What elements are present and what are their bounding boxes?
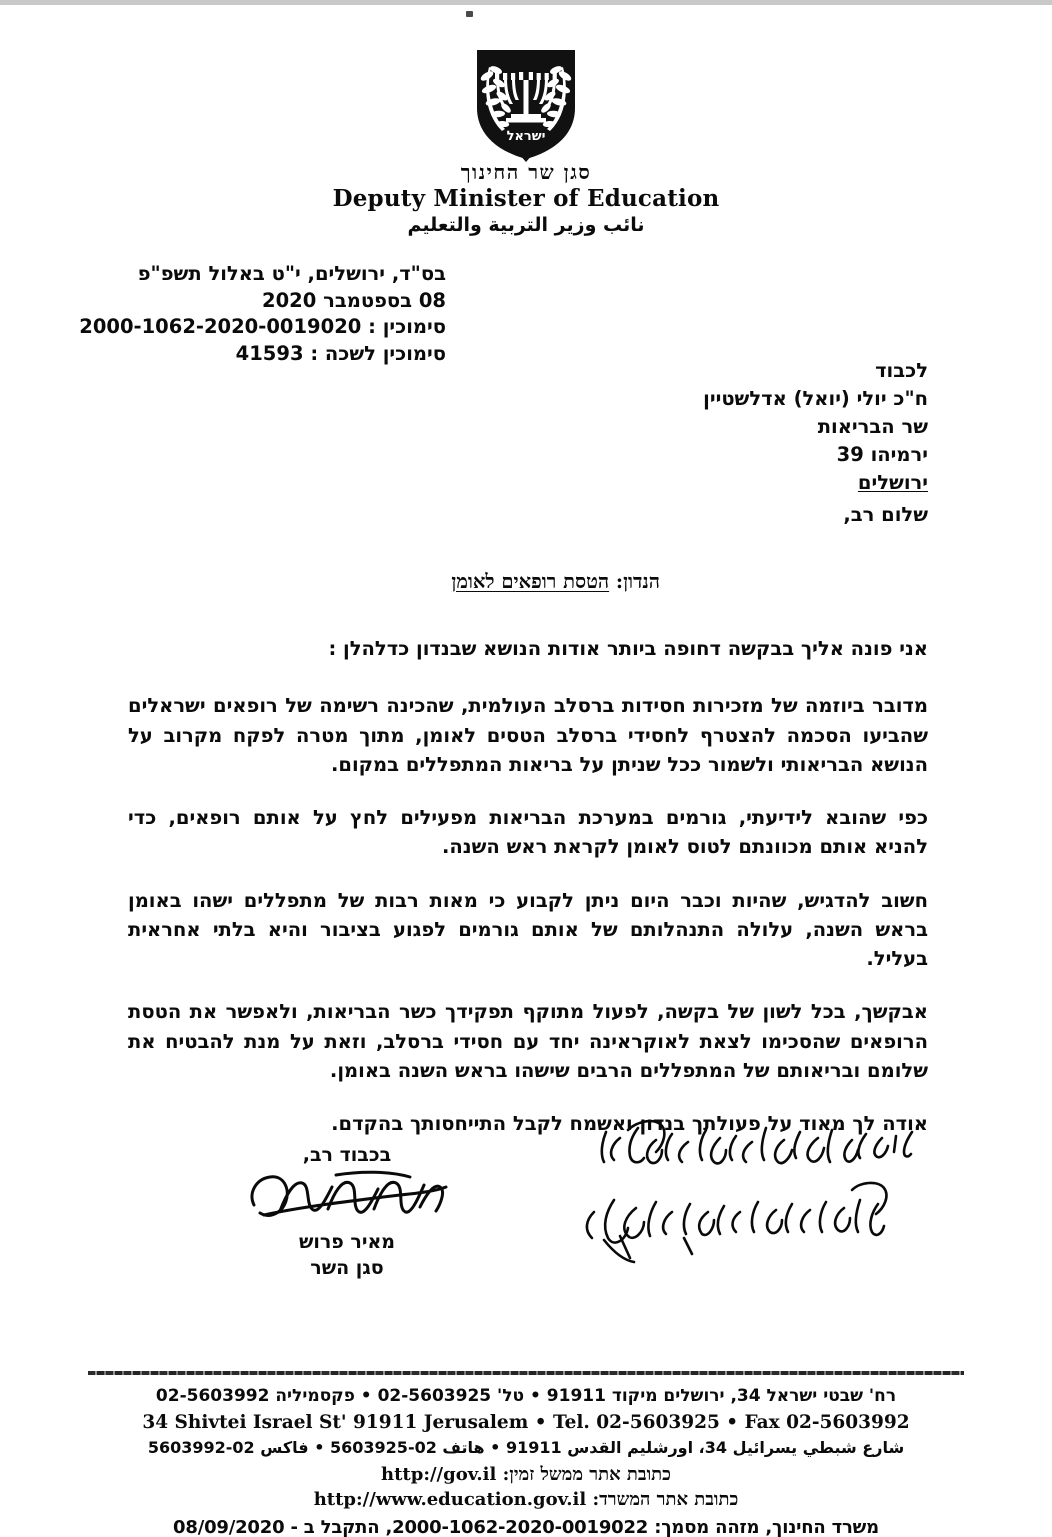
svg-text:ישראל: ישראל — [506, 129, 546, 144]
body-paragraph-1: מדובר ביוזמה של מזכירות חסידות ברסלב העולמית, שהכינה רשימה של רופאים ישראלים שהביעו הסכמה להצטרף לחסידי ברסלב הטסים לאומן, מתוך מטרה לפקח מקרוב על הנושא הבריאותי ולשמור ככל שניתן על בריאות המתפללים במקום. — [128, 694, 928, 776]
footer-gov-portal — [0, 1463, 1052, 1486]
signature-closing: בכבוד רב, — [302, 1144, 392, 1166]
office-reference-label: סימוכין לשכה : — [310, 342, 446, 366]
footer-address-hebrew: רח' שבטי ישראל 34, ירושלים מיקוד 91911 • טל' 02-5603925 • פקסמיליה 02-5603992 — [155, 1386, 897, 1406]
signatory-name: מאיר פרוש — [298, 1230, 396, 1253]
recipient-title: שר הבריאות — [817, 415, 928, 439]
office-reference-line — [79, 341, 446, 368]
office-reference-value: 41593 — [235, 342, 304, 366]
letterhead-title-hebrew: סגן שר החינוך — [460, 160, 592, 184]
body-paragraph-4: אבקשך, בכל לשון של בקשה, לפעול מתוקף תפקידך כשר הבריאות, ולאפשר את הטסת הרופאים שהסכימו לצאת לאוקראינה יחד עם חסידי ברסלב, וזאת על מנת להבטיח את שלומם ובריאותם של המתפללים הרבים שישהו בראש השנה באומן. — [128, 1000, 928, 1082]
letterhead-titles — [0, 160, 1052, 238]
letter-body — [128, 634, 928, 1138]
recipient-city: ירושלים — [857, 471, 928, 495]
reference-line — [79, 314, 446, 341]
signatory-title: סגן השר — [310, 1257, 384, 1280]
letterhead-title-english: Deputy Minister of Education — [332, 185, 720, 213]
subject-line — [451, 570, 660, 594]
signature-strokes-icon — [240, 1165, 454, 1235]
body-paragraph-3: חשוב להדגיש, שהיות וכבר היום ניתן לקבוע כי מאות רבות של מתפללים ישהו באומן בראש השנה, עלולה התנהלותם של אותם גורמים לפגוע בציבור והיא בלתי אחראית בעליל. — [128, 888, 928, 970]
gov-portal-label: כתובת אתר ממשל זמין: — [502, 1463, 671, 1485]
date-reference-block — [79, 261, 446, 368]
handwritten-signature — [252, 1171, 442, 1229]
scan-artifact-speck — [466, 11, 473, 17]
israel-state-emblem-icon — [469, 46, 583, 162]
signature-block — [252, 1142, 442, 1282]
date-gregorian: 08 בספטמבר 2020 — [262, 288, 446, 312]
scan-edge-band — [0, 0, 1052, 5]
subject-label: הנדון: — [615, 570, 660, 593]
body-closing: אודה לך מאוד על פעולתך בנדון ואשמח לקבל התייחסותך בהקדם. — [331, 1112, 928, 1135]
footer-address-arabic: شارع شبطي يسرائيل 34، اورشليم القدس 91911 • هاتف 02-5603925 • فاكس 02-5603992 — [147, 1438, 905, 1458]
body-lead: אני פונה אליך בבקשה דחופה ביותר אודות הנושא שבנדון כדלהלן : — [328, 637, 928, 660]
gov-portal-link[interactable]: http://gov.il — [381, 1463, 497, 1485]
place-date-hebrew: בס"ד, ירושלים, י"ט באלול תשפ"פ — [137, 262, 446, 285]
body-paragraph-2: כפי שהובא לידיעתי, גורמים במערכת הבריאות מפעילים לחץ על אותם רופאים, כדי להניא אותם מכוונתם לטוס לאומן לקראת ראש השנה. — [128, 806, 928, 859]
ministry-site-label: כתובת אתר המשרד: — [592, 1489, 739, 1511]
letterhead-emblem-container — [0, 46, 1052, 162]
reference-value: 2000-1062-2020-0019020 — [79, 315, 362, 339]
subject-value: הטסת רופאים לאומן — [451, 570, 610, 593]
recipient-street: ירמיהו 39 — [836, 443, 928, 467]
footer-address-english: 34 Shivtei Israel St' 91911 Jerusalem • Tel. 02-5603925 • Fax 02-5603992 — [142, 1412, 910, 1434]
footer-block — [0, 1385, 1052, 1514]
ministry-site-link[interactable]: http://www.education.gov.il — [313, 1489, 587, 1511]
footer-divider — [88, 1371, 964, 1375]
reference-label: סימוכין : — [368, 315, 446, 339]
footer-ministry-site — [0, 1488, 1052, 1511]
letterhead-title-arabic: نائب وزير التربية والتعليم — [407, 214, 645, 237]
greeting-line: שלום רב, — [843, 503, 928, 526]
recipient-honorific: לכבוד — [875, 359, 928, 382]
document-received-stamp: משרד החינוך, מזהה מסמך: 2000-1062-2020-0019022, התקבל ב - 08/09/2020 — [173, 1517, 879, 1537]
recipient-block — [703, 357, 928, 497]
recipient-name: ח"כ יולי (יואל) אדלשטיין — [703, 387, 928, 411]
